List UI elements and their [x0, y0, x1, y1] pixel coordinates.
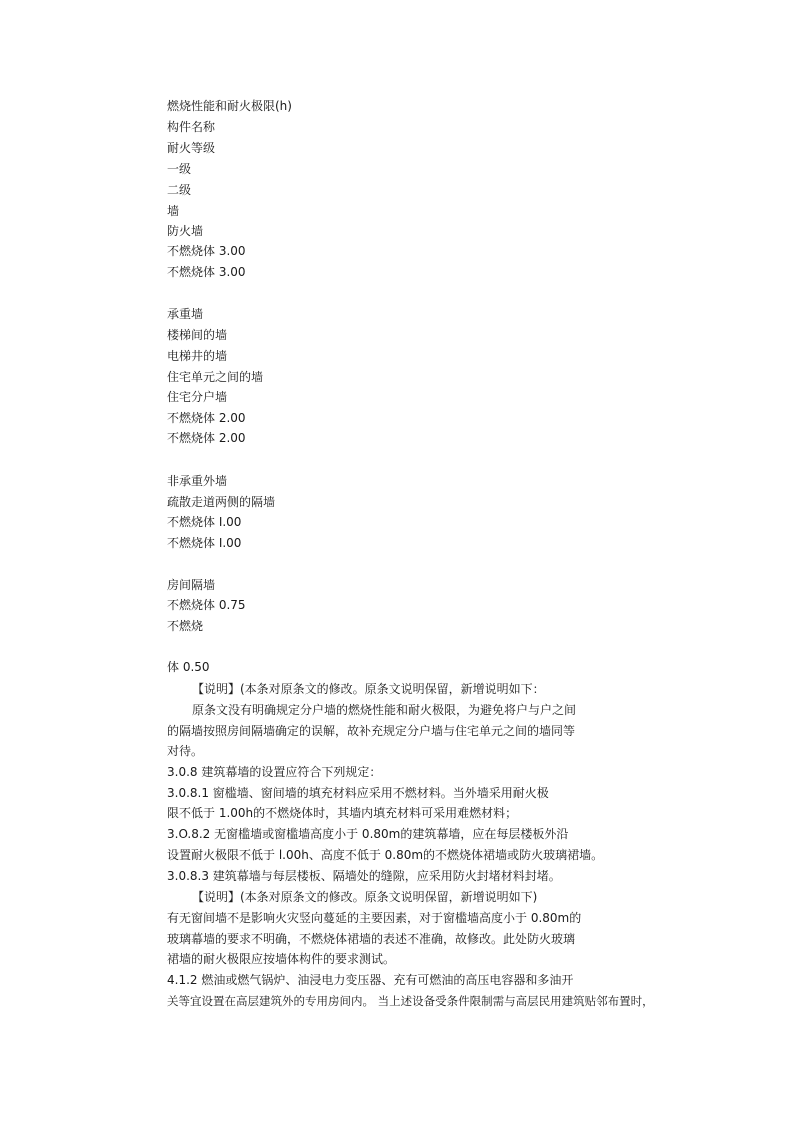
- section-heading: 3.0.8 建筑幕墙的设置应符合下列规定：: [167, 765, 382, 779]
- text-line: 二级: [167, 183, 192, 197]
- text-line: 3.0.8.1 窗槛墙、窗间墙的填充材料应采用不燃材料。当外墙采用耐火极: [167, 786, 549, 800]
- text-line: 不燃烧体 3.00: [167, 244, 246, 258]
- text-line: 非承重外墙: [167, 474, 228, 488]
- text-line: 3.0.8.3 建筑幕墙与每层楼板、隔墙处的缝隙，应采用防火封堵材料封堵。: [167, 869, 561, 883]
- note-heading: 【说明】(本条对原条文的修改。原条文说明保留，新增说明如下): [192, 890, 538, 904]
- text-line: 有无窗间墙不是影响火灾竖向蔓延的主要因素，对于窗槛墙高度小于 0.80m的: [167, 911, 582, 925]
- text-line: 电梯井的墙: [167, 349, 228, 363]
- text-line: 构件名称: [167, 120, 216, 134]
- text-line: 承重墙: [167, 307, 204, 321]
- text-line: 体 0.50: [167, 660, 210, 674]
- text-line: 对待。: [167, 744, 204, 758]
- text-line: 不燃烧体 2.00: [167, 411, 246, 425]
- text-line: 住宅单元之间的墙: [167, 370, 264, 384]
- text-line: 耐火等级: [167, 141, 216, 155]
- text-line: 不燃烧体 3.00: [167, 265, 246, 279]
- text-line: 设置耐火极限不低于 l.00h、高度不低于 0.80m的不燃烧体裙墙或防火玻璃裙墙。: [167, 848, 604, 862]
- text-line: 楼梯间的墙: [167, 328, 228, 342]
- text-line: 墙: [167, 204, 180, 218]
- text-line: 燃烧性能和耐火极限(h): [167, 99, 292, 113]
- text-line: 房间隔墙: [167, 578, 216, 592]
- text-line: 3.O.8.2 无窗槛墙或窗槛墙高度小于 0.80m的建筑幕墙，应在每层楼板外沿: [167, 827, 569, 841]
- text-line: 一级: [167, 162, 192, 176]
- section-heading: 4.1.2 燃油或燃气锅炉、油浸电力变压器、充有可燃油的高压电容器和多油开: [167, 973, 574, 987]
- text-line: 玻璃幕墙的要求不明确，不燃烧体裙墙的表述不准确，故修改。此处防火玻璃: [167, 932, 576, 946]
- text-line: 疏散走道两侧的隔墙: [167, 495, 276, 509]
- text-line: 关等宜设置在高层建筑外的专用房间内。 当上述设备受条件限制需与高层民用建筑贴邻布置时，: [167, 994, 654, 1008]
- text-line: 裙墙的耐火极限应按墙体构件的要求测试。: [167, 952, 396, 966]
- text-line: 不燃烧: [167, 619, 204, 633]
- text-line: 住宅分户墙: [167, 390, 228, 404]
- text-line: 原条文没有明确规定分户墙的燃烧性能和耐火极限，为避免将户与户之间: [192, 703, 577, 717]
- text-line: 不燃烧体 2.00: [167, 431, 246, 445]
- text-line: 限不低于 1.00h的不燃烧体时，其墙内填充材料可采用难燃材料；: [167, 806, 518, 820]
- text-line: 不燃烧体 I.00: [167, 536, 242, 550]
- text-line: 不燃烧体 I.00: [167, 515, 242, 529]
- note-heading: 【说明】(本条对原条文的修改。原条文说明保留，新增说明如下：: [192, 682, 545, 696]
- text-line: 不燃烧体 0.75: [167, 598, 246, 612]
- text-line: 的隔墙按照房间隔墙确定的误解，故补充规定分户墙与住宅单元之间的墙同等: [167, 724, 576, 738]
- text-line: 防火墙: [167, 224, 204, 238]
